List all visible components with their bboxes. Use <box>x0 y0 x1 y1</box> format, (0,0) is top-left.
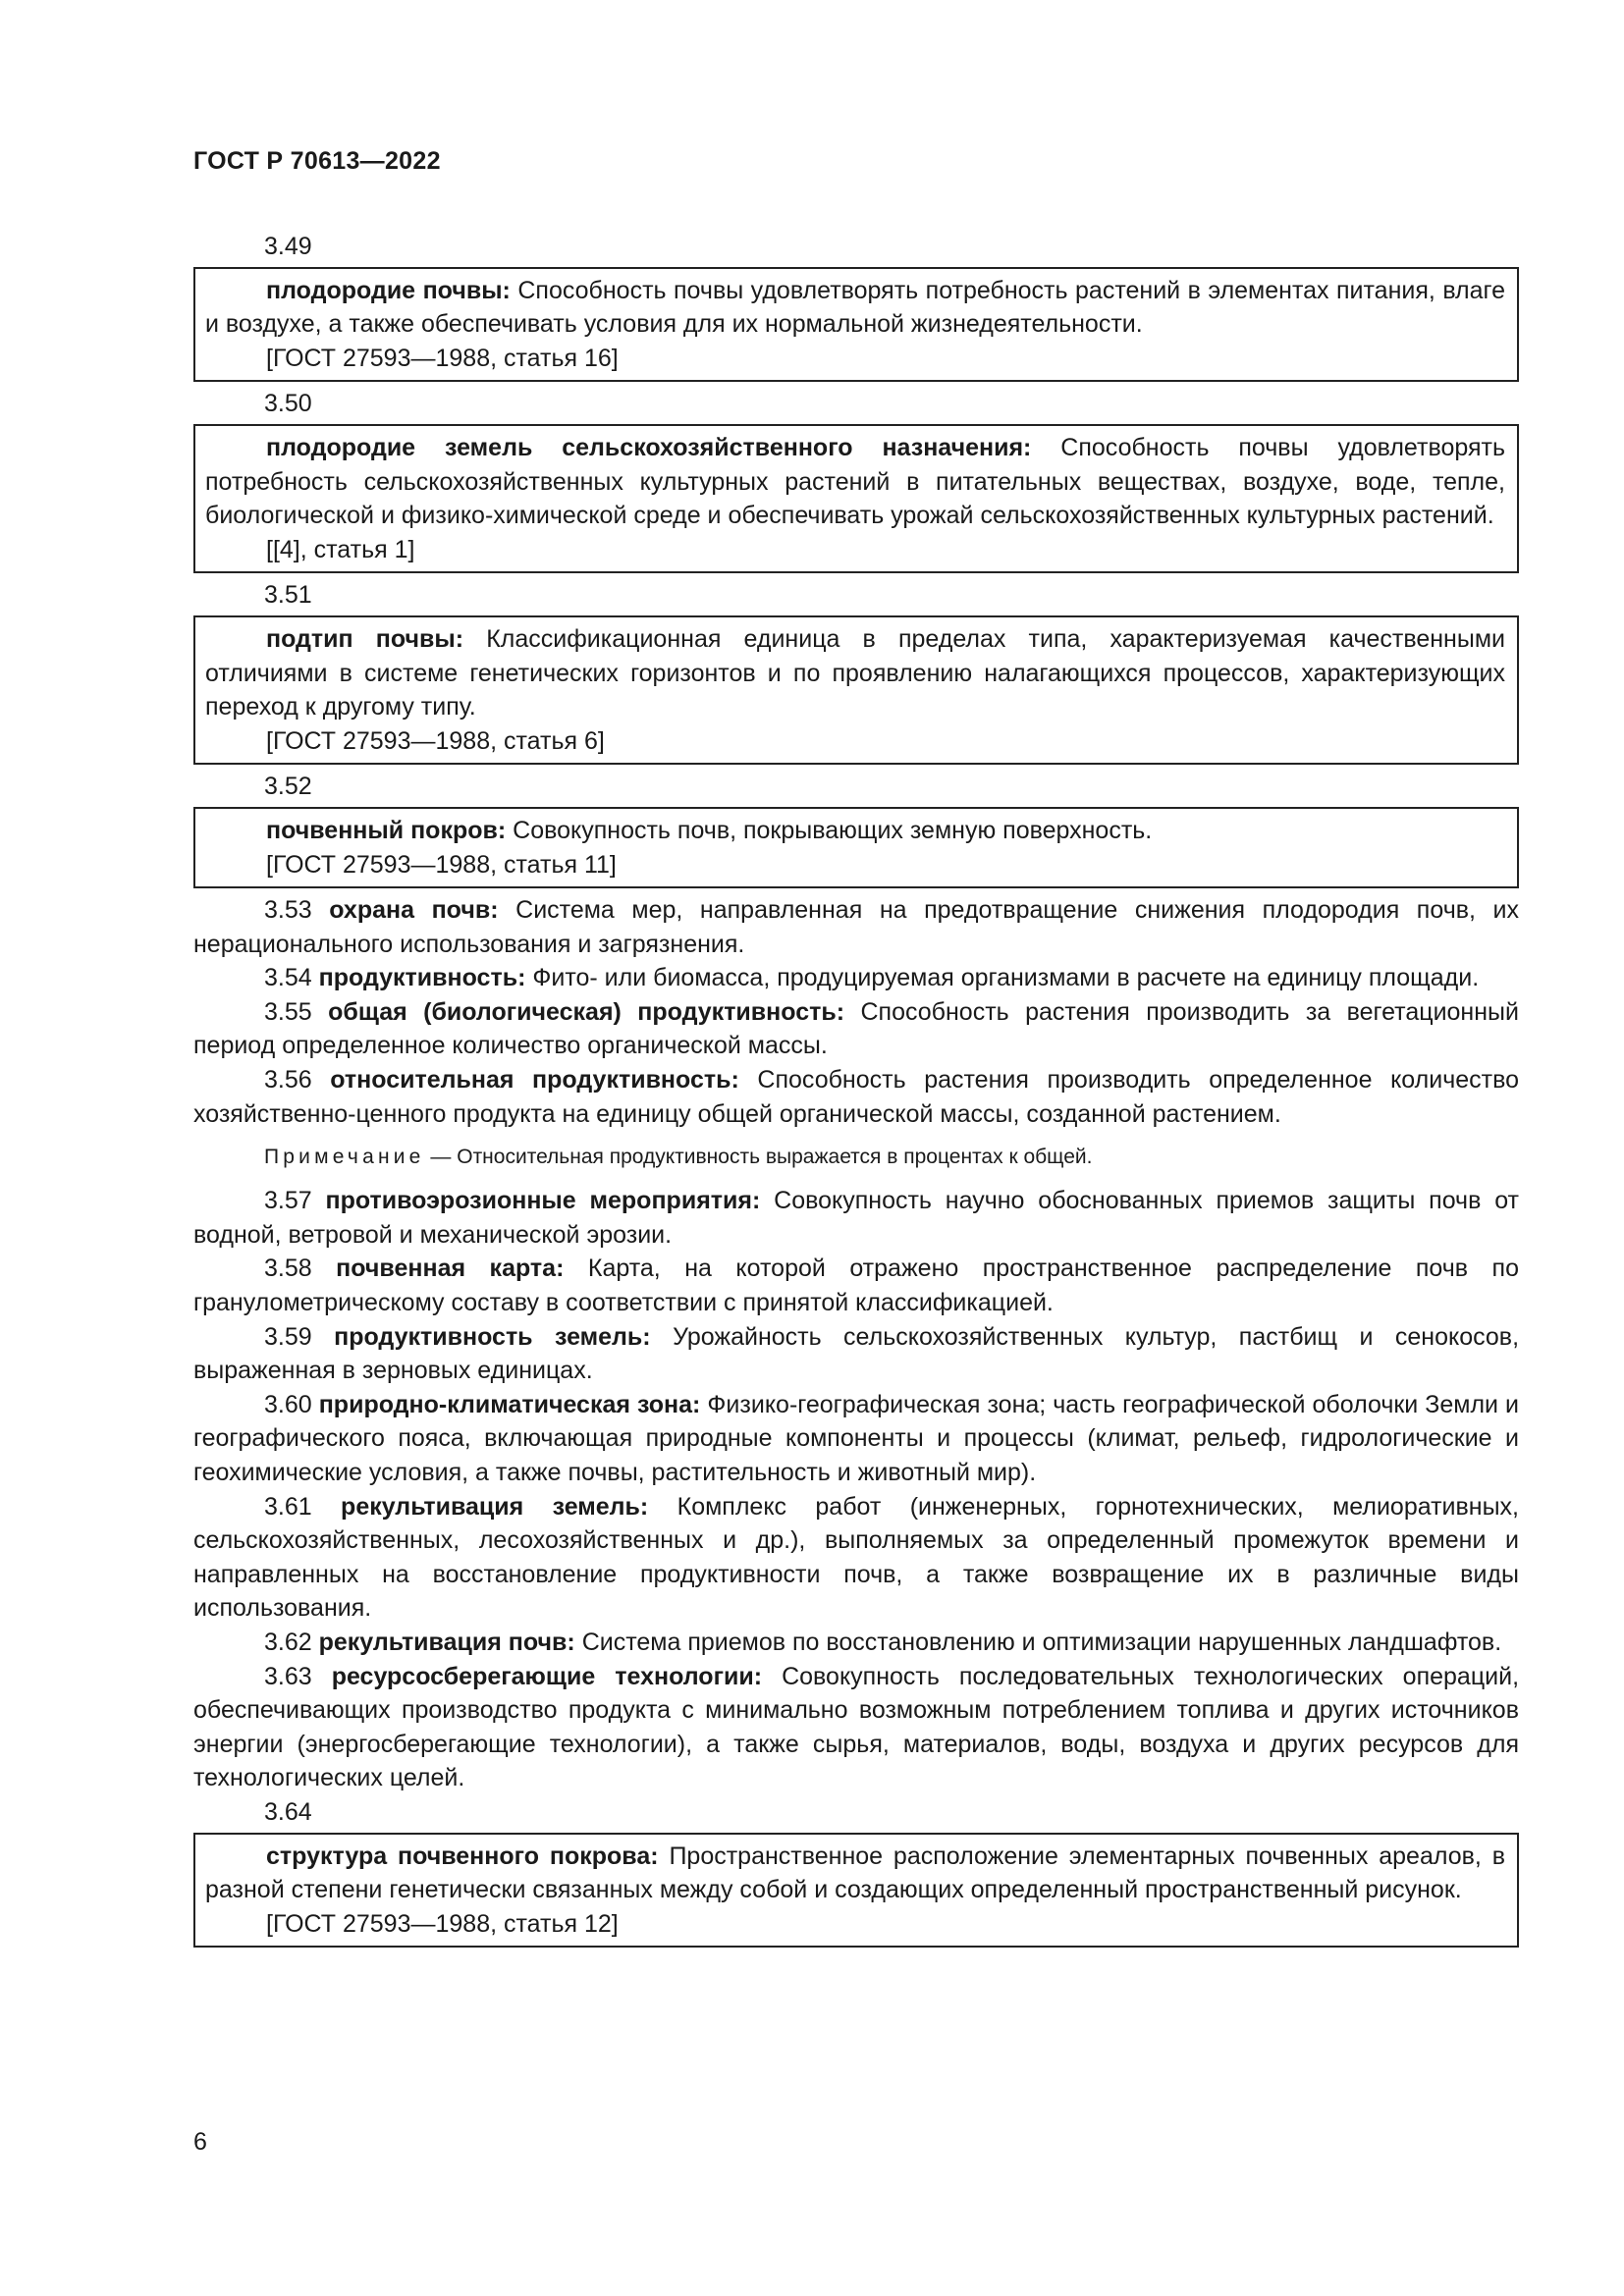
term-name: рекультивация земель: <box>341 1492 649 1521</box>
term-name: продуктивность: <box>318 964 526 992</box>
term-name: структура почвенного покрова: <box>266 1842 659 1870</box>
page-number: 6 <box>193 2128 207 2156</box>
term-paragraph <box>193 1320 1519 1388</box>
term-definition: Урожайность сельскохозяйственных культур, пастбищ и сенокосов, выраженная в зерновых единицах. <box>193 1322 1520 1385</box>
term-paragraph <box>193 1252 1519 1319</box>
term-entry <box>193 1795 1519 1948</box>
term-name: природно-климатическая зона: <box>318 1390 701 1418</box>
term-number: 3.57 <box>264 1187 312 1215</box>
term-definition: Совокупность последовательных технологических операций, обеспечивающих производство продукта с минимально возможным потреблением топлива и других источников энергии (энергосберегающие технологии), а также сырья, материалов, воды, воздуха и других ресурсов для технологических целей. <box>193 1662 1520 1792</box>
term-number: 3.61 <box>264 1492 312 1521</box>
terms-content <box>193 230 1519 1952</box>
term-name: рекультивация почв: <box>318 1628 575 1656</box>
term-definition: Способность растения производить определенное количество хозяйственно-ценного продукта на единицу общей органической массы, созданной растением. <box>193 1066 1519 1128</box>
term-name: противоэрозионные мероприятия: <box>325 1187 761 1215</box>
term-definition: Классификационная единица в пределах типа, характеризуемая качественными отличиями в системе генетических горизонтов и по проявлению налагающихся процессов, характеризующих переход к другому типу. <box>205 624 1505 721</box>
term-name: плодородие земель сельскохозяйственного назначения: <box>266 433 1032 461</box>
term-name: охрана почв: <box>329 896 499 925</box>
term-paragraph <box>193 1063 1519 1131</box>
term-number: 3.53 <box>264 896 312 925</box>
term-number: 3.52 <box>264 773 312 801</box>
term-definition: Карта, на которой отражено пространственное распределение почв по гранулометрическому составу в соответствии с принятой классификацией. <box>193 1255 1519 1317</box>
term-definition: Пространственное расположение элементарных почвенных ареалов, в разной степени генетически связанных между собой и создающих определенный пространственный рисунок. <box>205 1842 1506 1904</box>
term-name: общая (биологическая) продуктивность: <box>328 997 845 1026</box>
term-number: 3.51 <box>264 581 312 610</box>
term-number: 3.62 <box>264 1628 312 1656</box>
term-number: 3.55 <box>264 997 312 1026</box>
term-definition: Физико-географическая зона; часть географической оболочки Земли и географического пояса, включающая природные компоненты и процессы (климат, рельеф, гидрологические и геохимические условия, а также почвы, растительность и животный мир). <box>193 1390 1519 1486</box>
term-definition: Система мер, направленная на предотвращение снижения плодородия почв, их нерационального использования и загрязнения. <box>193 896 1519 958</box>
term-definition: Способность почвы удовлетворять потребность растений в элементах питания, влаге и воздухе, а также обеспечивать условия для их нормальной жизнедеятельности. <box>205 276 1505 339</box>
term-number: 3.64 <box>264 1797 312 1826</box>
term-number: 3.50 <box>264 390 312 418</box>
term-paragraph <box>193 995 1519 1063</box>
term-definition: Комплекс работ (инженерных, горнотехнических, мелиоративных, сельскохозяйственных, лесохозяйственных и др.), выполняемых за определенный промежуток времени и направленных на восстановление продуктивности почв, а также возвращение их в различные виды использования. <box>193 1492 1519 1623</box>
term-box <box>193 1833 1519 1949</box>
term-definition: Совокупность почв, покрывающих земную поверхность. <box>513 816 1153 844</box>
term-number: 3.63 <box>264 1662 312 1690</box>
term-number: 3.54 <box>264 964 312 992</box>
term-paragraph <box>193 1184 1519 1252</box>
note-label: Примечание <box>264 1146 425 1169</box>
term-number: 3.56 <box>264 1066 312 1095</box>
term-name: плодородие почвы: <box>266 276 511 304</box>
term-definition: Способность растения производить за вегетационный период определенное количество органической массы. <box>193 997 1519 1060</box>
term-box <box>193 424 1519 573</box>
term-name: продуктивность земель: <box>334 1322 651 1351</box>
term-source: [ГОСТ 27593—1988, статья 12] <box>266 1909 619 1938</box>
term-name: относительная продуктивность: <box>330 1066 739 1095</box>
term-source: [ГОСТ 27593—1988, статья 16] <box>266 344 619 372</box>
term-paragraph <box>193 1490 1519 1626</box>
term-name: ресурсосберегающие технологии: <box>331 1662 763 1690</box>
term-entry <box>193 770 1519 888</box>
term-entry <box>193 578 1519 765</box>
term-paragraph <box>193 1660 1519 1795</box>
note <box>193 1142 1519 1173</box>
term-paragraph <box>193 961 1519 995</box>
term-number: 3.49 <box>264 233 312 260</box>
term-definition: Система приемов по восстановлению и оптимизации нарушенных ландшафтов. <box>581 1628 1502 1656</box>
term-name: почвенная карта: <box>336 1255 565 1283</box>
term-name: почвенный покров: <box>266 816 507 844</box>
term-paragraph <box>193 1388 1519 1490</box>
term-definition: Способность почвы удовлетворять потребность сельскохозяйственных культурных растений в питательных веществах, воздухе, воде, тепле, биологической и физико-химической среде и обеспечивать урожай сельскохозяйственных культурных растений. <box>205 433 1505 530</box>
term-number: 3.60 <box>264 1390 312 1418</box>
term-box <box>193 807 1519 888</box>
term-source: [ГОСТ 27593—1988, статья 6] <box>266 726 605 755</box>
term-paragraph <box>193 1626 1519 1660</box>
term-source: [[4], статья 1] <box>266 535 415 563</box>
note-text: — Относительная продуктивность выражается в процентах к общей. <box>424 1146 1093 1169</box>
term-entry <box>193 387 1519 573</box>
term-number: 3.58 <box>264 1255 312 1283</box>
term-name: подтип почвы: <box>266 624 464 653</box>
term-box <box>193 615 1519 765</box>
term-paragraph <box>193 893 1519 961</box>
term-number: 3.59 <box>264 1322 312 1351</box>
term-definition: Совокупность научно обоснованных приемов защиты почв от водной, ветровой и механической эрозии. <box>193 1187 1519 1249</box>
term-source: [ГОСТ 27593—1988, статья 11] <box>266 850 617 879</box>
document-header: ГОСТ Р 70613—2022 <box>193 147 441 175</box>
term-definition: Фито- или биомасса, продуцируемая организмами в расчете на единицу площади. <box>532 964 1480 992</box>
term-entry <box>193 230 1519 382</box>
term-box <box>193 267 1519 383</box>
